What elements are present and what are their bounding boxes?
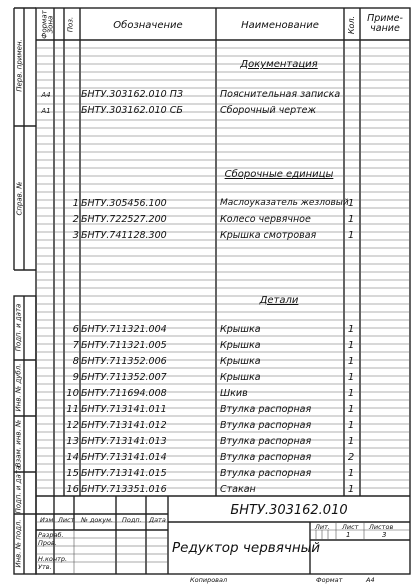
tb-sheets-value: 3 [382,531,387,539]
header-format: Формат [40,10,49,39]
tb-sheet-label: Лист [342,523,359,531]
item-name: Стакан [220,484,256,495]
side-label-sign-date-1: Подп. и дата [14,303,23,352]
section-documentation: Документация [240,59,318,70]
header-name: Наименование [241,20,319,31]
item-name: Втулка распорная [220,468,312,479]
section-assemblies: Сборочные единицы [224,169,334,180]
item-designation: БНТУ.722527.200 [81,214,167,225]
item-designation: БНТУ.711694.008 [81,388,167,399]
doc-format: A4 [41,91,51,99]
item-designation: БНТУ.713141.013 [81,436,167,447]
item-pos: 10 [66,388,79,399]
item-pos: 6 [72,324,79,335]
side-label-orig-inv: Инв. № подл. [14,519,23,568]
item-name: Крышка [220,340,261,351]
item-designation: БНТУ.713141.011 [81,404,167,415]
item-pos: 7 [72,340,79,351]
tb-sheets-label: Листов [369,523,394,531]
item-pos: 16 [66,484,79,495]
tb-col-sign: Подп. [122,516,142,524]
title-doc-number: БНТУ.303162.010 [230,503,348,518]
title-product-name: Редуктор червячный [172,540,321,556]
item-designation: БНТУ.713351.016 [81,484,167,495]
tb-norm-control: Н.контр. [38,555,68,563]
item-qty: 1 [347,404,355,415]
item-qty: 1 [347,468,355,479]
side-label-sign-date-2: Подп. и дата [14,465,23,514]
item-qty: 1 [347,484,355,495]
side-label-primary-use: Перв. примен. [15,39,24,92]
item-name: Колесо червячное [220,214,311,225]
item-name: Крышка [220,324,261,335]
doc-designation: БНТУ.303162.010 ПЗ [81,89,183,100]
tb-col-doc-no: № докум. [81,516,114,524]
header-qty: Кол. [347,15,356,35]
item-qty: 1 [347,356,355,367]
item-name: Маслоуказатель жезловый [220,198,349,208]
tb-lit-label: Лит. [315,523,330,531]
item-pos: 3 [72,230,79,241]
tb-copied: Копировал [190,576,228,584]
header-designation: Обозначение [113,20,183,31]
item-qty: 1 [347,372,355,383]
doc-format: A1 [41,107,51,115]
tb-col-change: Изм. [40,516,56,524]
item-qty: 1 [347,436,355,447]
item-name: Крышка смотровая [220,230,317,241]
item-name: Втулка распорная [220,420,312,431]
item-pos: 12 [66,420,79,431]
doc-name: Пояснительная записка [220,89,341,100]
item-name: Втулка распорная [220,404,312,415]
tb-sheet-value: 1 [346,531,351,539]
item-designation: БНТУ.741128.300 [81,230,167,241]
item-pos: 15 [66,468,79,479]
item-pos: 9 [72,372,79,383]
item-name: Втулка распорная [220,452,312,463]
item-designation: БНТУ.711352.007 [81,372,167,383]
item-qty: 1 [347,230,355,241]
tb-col-date: Дата [149,516,166,524]
header-note: Приме-чание [367,13,403,35]
tb-format-value: A4 [366,576,375,584]
header-pos: Поз. [66,16,75,33]
tb-approved: Утв. [38,563,52,571]
item-designation: БНТУ.713141.014 [81,452,167,463]
side-label-replace-inv: Взам. инв. № [14,419,23,468]
doc-designation: БНТУ.303162.010 СБ [81,105,183,116]
item-designation: БНТУ.305456.100 [81,198,167,209]
item-pos: 11 [66,404,79,415]
item-name: Шкив [220,388,248,399]
tb-col-sheet: Лист [58,516,75,524]
item-name: Крышка [220,356,261,367]
item-qty: 1 [347,324,355,335]
item-qty: 1 [347,214,355,225]
item-qty: 1 [347,420,355,431]
item-designation: БНТУ.713141.015 [81,468,167,479]
item-pos: 13 [66,436,79,447]
header-zone: Зона [46,15,55,34]
item-qty: 1 [347,388,355,399]
doc-name: Сборочный чертеж [220,105,317,116]
item-name: Крышка [220,372,261,383]
item-qty: 2 [347,452,355,463]
item-pos: 1 [72,198,79,209]
side-label-dup-inv: Инв. № дубл. [14,363,23,412]
tb-format-label: Формат [316,576,343,584]
item-qty: 1 [347,340,355,351]
tb-checked: Пров. [38,539,57,547]
item-pos: 2 [72,214,79,225]
item-designation: БНТУ.711321.005 [81,340,167,351]
item-designation: БНТУ.711321.004 [81,324,167,335]
item-qty: 1 [347,198,355,209]
section-parts: Детали [259,295,299,306]
item-pos: 14 [66,452,79,463]
item-designation: БНТУ.711352.006 [81,356,167,367]
side-label-ref-no: Справ. № [15,181,24,216]
item-pos: 8 [72,356,79,367]
item-name: Втулка распорная [220,436,312,447]
tb-developed: Разраб. [38,531,64,539]
item-designation: БНТУ.713141.012 [81,420,167,431]
